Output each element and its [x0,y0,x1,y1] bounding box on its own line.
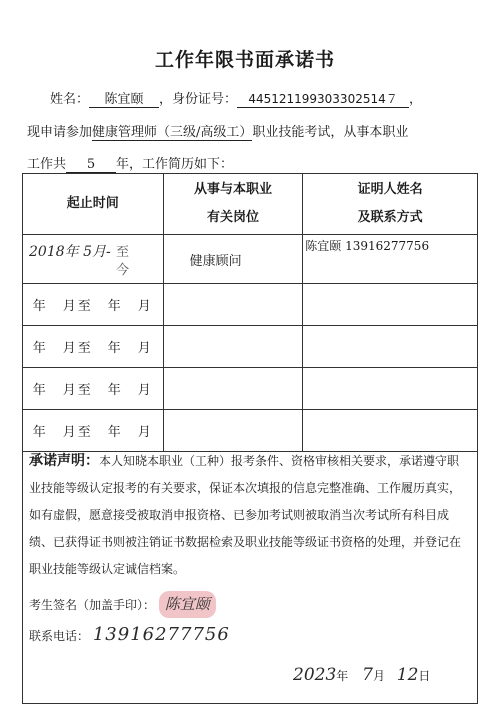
declaration-lead: 承诺声明： [29,453,99,469]
signature-line [29,591,469,619]
header-witness [303,174,478,235]
exam-prefix: 现申请参加 [27,125,93,140]
table-row [23,368,478,410]
id-number-value: 445121199303302514７ [237,90,409,108]
table-row [23,284,478,326]
row3-position [163,326,303,368]
phone-line [29,621,469,650]
row1-position: 健康顾问 [163,235,303,284]
table-header-row [23,174,478,235]
line1-end: ， [409,92,423,107]
row2-period: 年 月至 年 月 [23,284,164,326]
row1-period [23,235,164,284]
date-year: 2023 [293,665,337,685]
header-position-line2: 有关岗位 [206,210,259,225]
header-position-line1: 从事与本职业 [193,182,272,197]
date-month: 7 [362,665,373,685]
date-year-unit: 年 [336,669,349,683]
date-line [293,662,430,690]
row1-to: 至 [116,245,130,260]
row4-position [163,368,303,410]
declaration-paragraph [29,448,469,583]
declaration-text: 本人知晓本职业（工种）报考条件、资格审核相关要求，承诺遵守职业技能等级认定报考的有关要求，保证本次填报的信息完整准确、工作履历真实，如有虚假，愿意接受被取消申报资格、已参加考试则被取消当次考试所有科目成绩、已获得证书则被注销证书数据检索及职业技能等级证书资格的处理，并登记在职业技能等级认定诚信档案。 [29,454,462,576]
name-label: 姓名： [50,92,90,107]
row4-witness [303,368,478,410]
table-row [23,326,478,368]
header-position [163,174,303,235]
id-label: ，身份证号： [159,92,238,107]
row1-now: 今 [116,263,130,278]
years-prefix: 工作共 [27,157,67,172]
years-suffix: 年，工作简历如下： [116,157,234,172]
row3-witness [303,326,478,368]
header-witness-line2: 及联系方式 [357,210,423,225]
date-day-unit: 日 [418,669,431,683]
row2-witness [303,284,478,326]
handwritten-signature-with-fingerprint: 陈宜颐 [159,591,216,618]
row4-period: 年 月至 年 月 [23,368,164,410]
exam-suffix: 职业技能考试，从事本职业 [252,125,409,140]
exam-name: 健康管理师（三级/高级工） [92,121,252,141]
row1-period-handwritten: 2018年 5月- [29,244,111,260]
declaration-box [22,440,478,704]
exam-line [27,121,408,141]
date-month-unit: 月 [372,669,385,683]
row5-period: 年 月至 年 月 [23,410,164,452]
row2-position [163,284,303,326]
header-period: 起止时间 [23,174,164,235]
date-day: 12 [396,665,419,685]
years-line [27,153,233,173]
header-witness-line1: 证明人姓名 [357,182,423,197]
table-row [23,235,478,284]
document-title: 工作年限书面承诺书 [154,49,335,71]
row1-witness: 陈宜颐 13916277756 [303,235,478,284]
name-value: 陈宜颐 [89,88,159,108]
phone-label: 联系电话： [29,629,90,643]
row3-period: 年 月至 年 月 [23,326,164,368]
years-value: 5 [66,157,116,173]
phone-handwritten: 13916277756 [92,624,230,645]
name-id-line [50,88,422,108]
work-history-table [22,173,478,452]
signature-label: 考生签名（加盖手印）： [29,598,156,612]
